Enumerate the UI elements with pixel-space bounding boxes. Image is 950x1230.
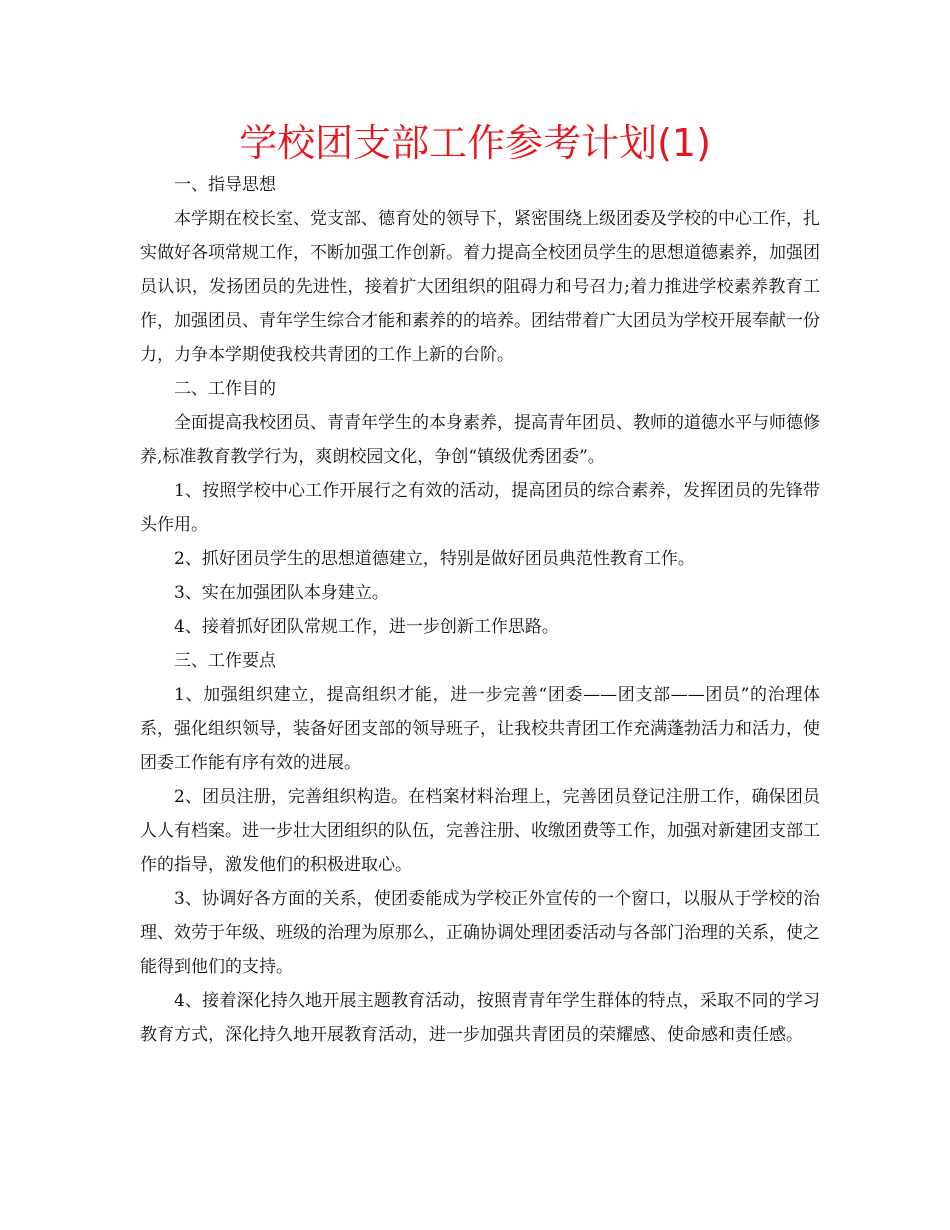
list-item: 3、协调好各方面的关系，使团委能成为学校正外宣传的一个窗口，以服从于学校的治理、效劳于年级、班级的治理为原那么，正确协调处理团委活动与各部门治理的关系，使之能得到他们的支持。: [140, 889, 820, 977]
list-item: 2、团员注册，完善组织构造。在档案材料治理上，完善团员登记注册工作，确保团员人人有档案。进一步壮大团组织的队伍，完善注册、收缴团费等工作，加强对新建团支部工作的指导，激发他们的积极进取心。: [140, 787, 820, 875]
list-item: 4、接着深化持久地开展主题教育活动，按照青青年学生群体的特点，采取不同的学习教育方式，深化持久地开展教育活动，进一步加强共青团员的荣耀感、使命感和责任感。: [140, 991, 820, 1045]
list-item: 4、接着抓好团队常规工作，进一步创新工作思路。: [174, 617, 559, 637]
document-title: 学校团支部工作参考计划(1): [239, 121, 711, 165]
document-body: [140, 168, 820, 1052]
list-item: 2、抓好团员学生的思想道德建立，特别是做好团员典范性教育工作。: [174, 549, 695, 569]
paragraph: 全面提高我校团员、青青年学生的本身素养，提高青年团员、教师的道德水平与师德修养,标准教育教学行为，爽朗校园文化，争创“镇级优秀团委”。: [140, 413, 820, 467]
section-heading: 一、指导思想: [174, 175, 276, 195]
section-heading: 三、工作要点: [174, 651, 276, 671]
section-heading: 二、工作目的: [174, 379, 276, 399]
list-item: 3、实在加强团队本身建立。: [174, 583, 389, 603]
list-item: 1、按照学校中心工作开展行之有效的活动，提高团员的综合素养，发挥团员的先锋带头作用。: [140, 481, 820, 535]
list-item: 1、加强组织建立，提高组织才能，进一步完善“团委——团支部——团员”的治理体系，强化组织领导，装备好团支部的领导班子，让我校共青团工作充满蓬勃活力和活力，使团委工作能有序有效的进展。: [140, 685, 820, 773]
paragraph: 本学期在校长室、党支部、德育处的领导下，紧密围绕上级团委及学校的中心工作，扎实做好各项常规工作，不断加强工作创新。着力提高全校团员学生的思想道德素养，加强团员认识，发扬团员的先进性，接着扩大团组织的阻碍力和号召力;着力推进学校素养教育工作，加强团员、青年学生综合才能和素养的的培养。团结带着广大团员为学校开展奉献一份力，力争本学期使我校共青团的工作上新的台阶。: [140, 209, 820, 365]
